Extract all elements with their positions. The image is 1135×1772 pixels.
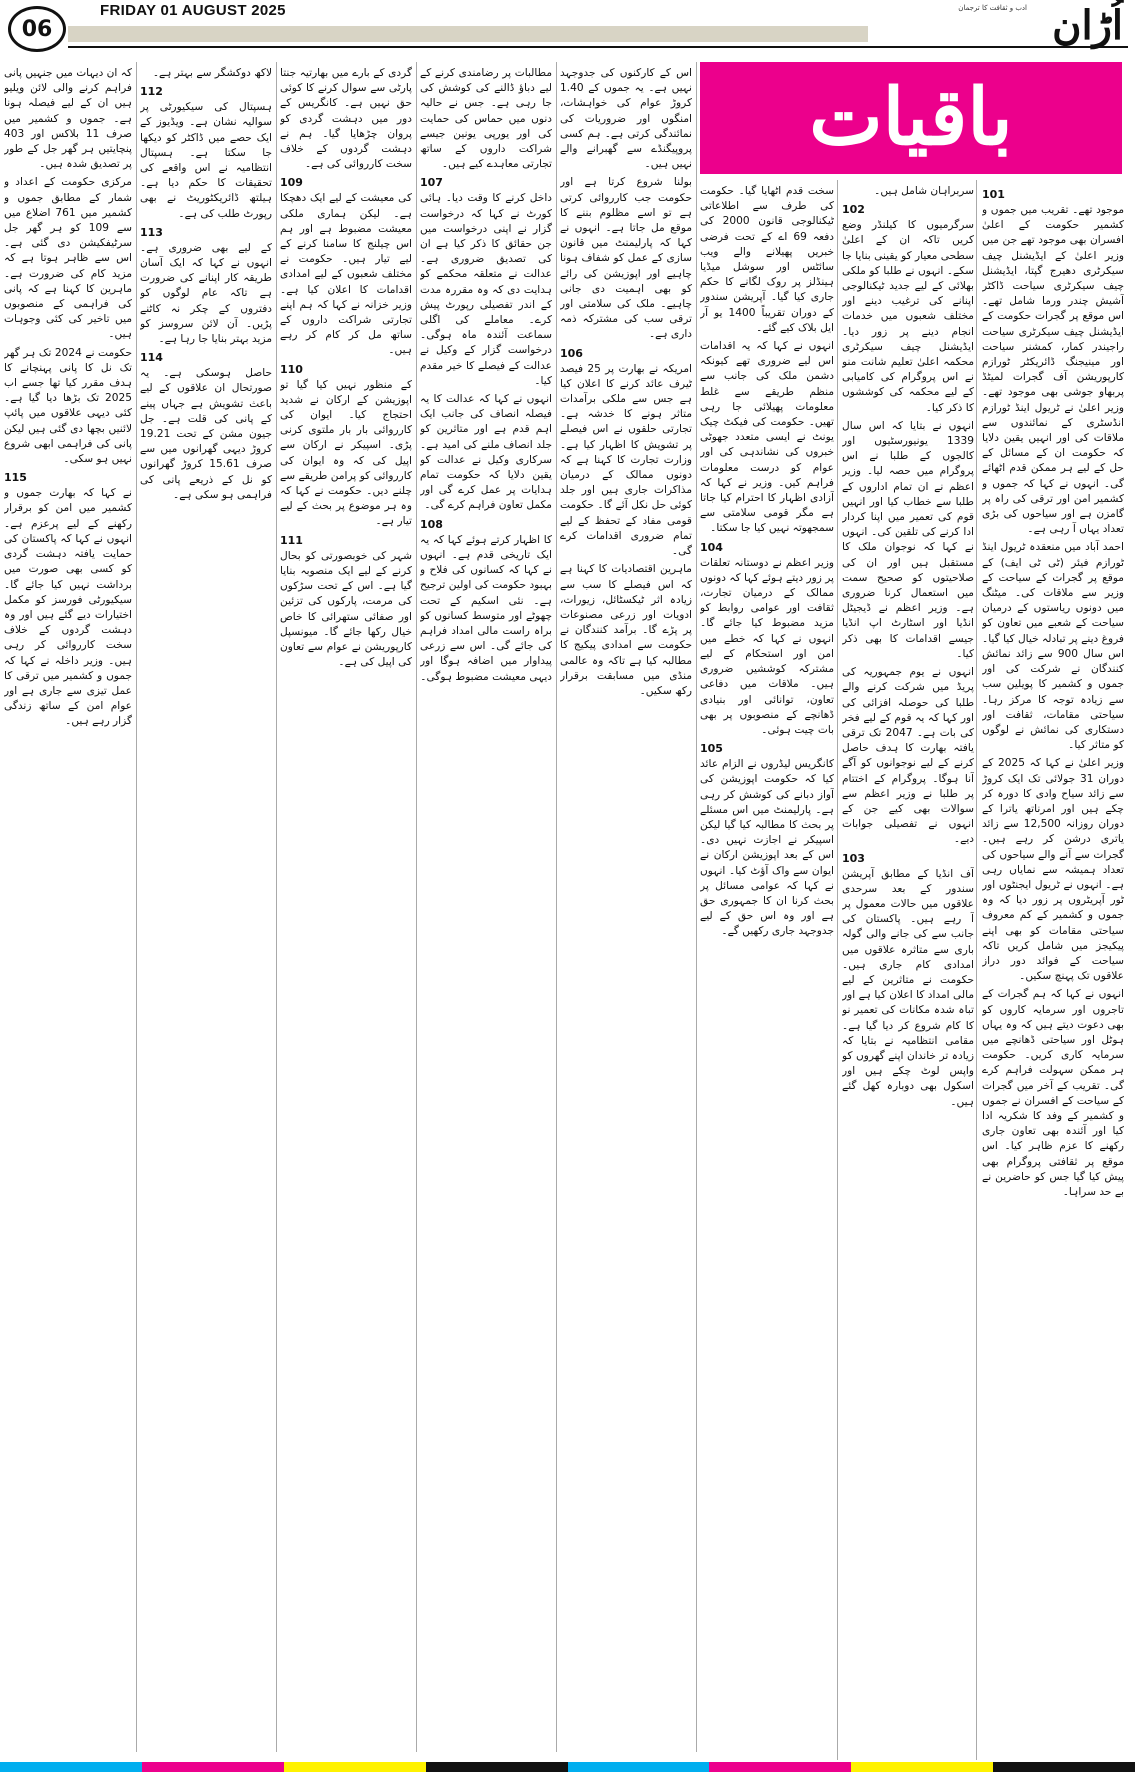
article-paragraph: داخل کرنے کا وقت دیا۔ ہائی کورٹ نے کہا کہ درخواست گزار نے اپنی درخواست میں جن حقائق کا ذکر کیا ہے ان کی تصدیق ضروری ہے۔ عدالت نے متعلقہ محکمے کو ہدایت دی کہ وہ مقررہ مدت کے اندر تفصیلی رپورٹ پیش کرے۔ معاملے کی اگلی سماعت آئندہ ماہ ہوگی۔ درخواست گزار کے وکیل نے عدالت کے فیصلے کا خیر مقدم کیا۔ [420, 192, 552, 387]
registration-swatch [284, 1762, 426, 1772]
header-band [68, 26, 868, 42]
story-number: 114 [140, 351, 163, 365]
registration-swatch [851, 1762, 993, 1772]
column-3 [700, 184, 834, 1756]
article-paragraph: انہوں نے یوم جمہوریہ کی پریڈ میں شرکت کرنے والے طلبا کی حوصلہ افزائی کی اور کہا کہ یہ قوم کے لیے فخر کی بات ہے۔ 2047 تک ترقی یافتہ بھارت کا ہدف حاصل کرنے کے لیے نوجوانوں کو آگے آنا ہوگا۔ پروگرام کے اختتام پر طلبا نے وزیر اعظم سے سوالات بھی کیے جن کے انہوں نے تفصیلی جوابات دیے۔ [842, 666, 974, 846]
article-paragraph: حکومت نے 2024 تک ہر گھر تک نل کا پانی پہنچانے کا ہدف مقرر کیا تھا جسے اب 2025 تک بڑھا دیا گیا ہے۔ کئی دیہی علاقوں میں پائپ لائنیں بچھا دی گئی ہیں لیکن پانی کی فراہمی ابھی شروع نہیں ہو سکی۔ [4, 346, 132, 466]
story-number: 113 [140, 225, 163, 239]
story-number: 111 [280, 533, 303, 547]
column-8 [4, 66, 132, 1756]
column-divider [276, 62, 277, 1752]
story-number: 109 [280, 176, 303, 190]
article-paragraph: شہر کی خوبصورتی کو بحال کرنے کے لیے ایک منصوبہ بنایا گیا ہے۔ اس کے تحت سڑکوں کی مرمت، پارکوں کی تزئین اور صفائی ستھرائی کا خاص خیال رکھا جائے گا۔ میونسپل کارپوریشن نے عوام سے تعاون کی اپیل کی ہے۔ [280, 549, 412, 669]
registration-swatch [0, 1762, 142, 1772]
article-paragraph: کے منظور نہیں کیا گیا تو اپوزیشن کے ارکان نے شدید احتجاج کیا۔ ایوان کی کارروائی بار بار ملتوی کرنی پڑی۔ اسپیکر نے ارکان سے اپیل کی کہ وہ ایوان کی کارروائی کو پرامن طریقے سے چلنے دیں۔ حکومت نے کہا کہ وہ ہر موضوع پر بحث کے لیے تیار ہے۔ [280, 378, 412, 528]
column-divider [696, 62, 697, 1752]
page-number-badge [8, 6, 66, 52]
section-banner [700, 62, 1122, 174]
column-divider [556, 62, 557, 1752]
article-paragraph: احمد آباد میں منعقدہ ٹریول اینڈ ٹورازم فیئر (ٹی ٹی ایف) کے موقع پر گجرات کے سیاحت کے وزیر سے ملاقات کی۔ میٹنگ میں دونوں ریاستوں کے درمیان سیاحت کے شعبے میں تعاون کو فروغ دینے پر تبادلہ خیال کیا گیا۔ اس سال 900 سے زائد نمائش کنندگان نے شرکت کی اور جموں و کشمیر کا پویلین سب سے زیادہ توجہ کا مرکز رہا۔ سیاحتی مقامات، ثقافت اور دستکاری کی نمائش نے لوگوں کو متاثر کیا۔ [982, 541, 1124, 752]
story-number: 110 [280, 362, 303, 376]
article-paragraph: انہوں نے کہا کہ یہ اقدامات اس لیے ضروری تھے کیونکہ دشمن ملک کی جانب سے منظم طریقے سے غلط معلومات پھیلائی جا رہی تھیں۔ حکومت کی فیکٹ چیک یونٹ نے ایسی متعدد جھوٹی خبروں کی نشاندہی کی اور عوام کو درست معلومات فراہم کیں۔ وزیر نے کہا کہ آزادی اظہار کا احترام کیا جاتا ہے مگر قومی سلامتی سے سمجھوتہ نہیں کیا جا سکتا۔ [700, 340, 834, 535]
article-paragraph: کی معیشت کے لیے ایک دھچکا ہے۔ لیکن ہماری ملکی معیشت مضبوط ہے اور ہم اس چیلنج کا سامنا کرنے کے لیے تیار ہیں۔ حکومت نے مختلف شعبوں کے لیے امدادی اقدامات کا اعلان کیا ہے۔ وزیر خزانہ نے کہا کہ ہم اپنے تجارتی شراکت داروں کے ساتھ مل کر کام کر رہے ہیں۔ [280, 192, 412, 357]
article-paragraph: انہوں نے بتایا کہ اس سال 1339 یونیورسٹیوں اور کالجوں کے طلبا نے اس پروگرام میں حصہ لیا۔ وزیر اعظم نے ان تمام اداروں کے طلبا سے خطاب کیا اور انہیں قوم کی تعمیر میں اپنا کردار ادا کرنے کی تلقین کی۔ انہوں نے کہا کہ نوجوان ملک کا مستقبل ہیں اور ان کی صلاحیتوں کو صحیح سمت میں استعمال کرنا ضروری ہے۔ وزیر اعظم نے ڈیجیٹل انڈیا اور اسٹارٹ اپ انڈیا جیسے اقدامات کا بھی ذکر کیا۔ [842, 419, 974, 660]
article-paragraph: کہ ان دیہات میں جنہیں پانی فراہم کرنے والی لائن ویلیو ہیں ان کے لیے فیصلہ ہونا ہے۔ جموں و کشمیر میں صرف 11 بلاکس اور 403 پنچایتیں ہر گھر جل کے طور پر تصدیق شدہ ہیں۔ [4, 67, 132, 171]
issue-date: FRIDAY 01 AUGUST 2025 [100, 2, 286, 19]
article-paragraph: کا اظہار کرتے ہوئے کہا کہ یہ ایک تاریخی قدم ہے۔ انہوں نے کہا کہ کسانوں کی فلاح و بہبود حکومت کی اولین ترجیح ہے۔ نئی اسکیم کے تحت چھوٹے اور متوسط کسانوں کو براہ راست مالی امداد فراہم کی جائے گی۔ اس سے زرعی پیداوار میں اضافہ ہوگا اور دیہی معیشت مضبوط ہوگی۔ [420, 533, 552, 683]
article-paragraph: کے لیے بھی ضروری ہے۔ انہوں نے کہا کہ ایک آسان طریقہ کار اپنانے کی ضرورت ہے تاکہ عام لوگوں کو دفتروں کے چکر نہ کاٹنے پڑیں۔ آن لائن سروسز کو مزید بہتر بنایا جا رہا ہے۔ [140, 241, 272, 346]
article-paragraph: ماہرین اقتصادیات کا کہنا ہے کہ اس فیصلے کا سب سے زیادہ اثر ٹیکسٹائل، زیورات، ادویات اور زرعی مصنوعات پر پڑے گا۔ برآمد کنندگان نے حکومت سے امدادی پیکیج کا مطالبہ کیا ہے تاکہ وہ عالمی منڈی میں مسابقت برقرار رکھ سکیں۔ [560, 563, 692, 697]
article-paragraph: سخت قدم اٹھایا گیا۔ حکومت کی طرف سے اطلاعاتی ٹیکنالوجی قانون 2000 کی دفعہ 69 اے کے تحت فرضی خبریں پھیلانے والے ویب سائٹس اور سوشل میڈیا ہینڈلز پر روک لگانے کا حکم جاری کیا گیا۔ آپریشن سندور کے دوران تقریباً 1400 یو آر ایل بلاک کیے گئے۔ [700, 185, 834, 334]
article-paragraph: مطالبات پر رضامندی کرنے کے لیے دباؤ ڈالنے کی کوشش کی جا رہی ہے۔ جس نے حالیہ دنوں میں حماس کی حمایت کی اور یورپی یونین جیسے شراکت داروں کے ساتھ تجارتی معاہدے کیے ہیں۔ [420, 67, 552, 171]
column-5 [420, 66, 552, 1756]
registration-swatch [709, 1762, 851, 1772]
page-number: 06 [21, 16, 53, 42]
article-paragraph: بولنا شروع کرتا ہے اور حکومت جب کارروائی کرتی ہے تو اسے مظلوم بننے کا موقع مل جاتا ہے۔ انہوں نے کہا کہ پارلیمنٹ میں قانون سازی کے عمل کو شفاف ہونا چاہیے اور اپوزیشن کی رائے کو بھی اہمیت دی جانی چاہیے۔ ملک کی سلامتی اور ترقی سب کی مشترکہ ذمہ داری ہے۔ [560, 176, 692, 341]
column-divider [976, 180, 977, 1760]
registration-swatch [426, 1762, 568, 1772]
article-paragraph: سربراہان شامل ہیں۔ [874, 185, 974, 197]
column-divider [837, 180, 838, 1760]
masthead-tagline: ادب و ثقافت کا ترجمان [958, 4, 1027, 12]
article-paragraph: آف انڈیا کے مطابق آپریشن سندور کے بعد سرحدی علاقوں میں حالات معمول پر آ رہے ہیں۔ پاکستان کی جانب سے کی جانے والی گولہ باری سے متاثرہ علاقوں میں امدادی کام جاری ہیں۔ حکومت نے متاثرین کے لیے مالی امداد کا اعلان کیا ہے اور تباہ شدہ مکانات کی تعمیر نو کا کام شروع کر دیا گیا ہے۔ مقامی انتظامیہ نے بتایا کہ زیادہ تر خاندان اپنے گھروں کو واپس لوٹ چکے ہیں اور اسکول بھی دوبارہ کھل گئے ہیں۔ [842, 867, 974, 1108]
page-header [0, 0, 1135, 62]
article-paragraph: وزیر اعظم نے دوستانہ تعلقات پر زور دیتے ہوئے کہا کہ دونوں ممالک کے درمیان تجارت، ثقافت اور عوامی روابط کو مزید مضبوط کیا جائے گا۔ انہوں نے کہا کہ خطے میں امن اور استحکام کے لیے مشترکہ کوششیں ضروری ہیں۔ ملاقات میں دفاعی تعاون، توانائی اور بنیادی ڈھانچے کے منصوبوں پر بھی بات چیت ہوئی۔ [700, 556, 834, 736]
registration-swatch [568, 1762, 710, 1772]
story-number: 107 [420, 176, 443, 190]
column-7 [140, 66, 272, 1756]
article-paragraph: کانگریس لیڈروں نے الزام عائد کیا کہ حکومت اپوزیشن کی آواز دبانے کی کوشش کر رہی ہے۔ پارلیمنٹ میں اس مسئلے پر بحث کا مطالبہ کیا گیا لیکن اسپیکر نے اجازت نہیں دی۔ اس کے بعد اپوزیشن ارکان نے ایوان سے واک آؤٹ کیا۔ انہوں نے کہا کہ عوامی مسائل پر بحث کرنا ان کا جمہوری حق ہے اور وہ اس حق کے لیے جدوجہد جاری رکھیں گے۔ [700, 758, 834, 938]
column-1 [982, 184, 1124, 1756]
article-paragraph: نے کہا کہ بھارت جموں و کشمیر میں امن کو برقرار رکھنے کے لیے پرعزم ہے۔ انہوں نے کہا کہ پاکستان کی حمایت یافتہ دہشت گردی کو کسی بھی صورت میں برداشت نہیں کیا جائے گا۔ سیکیورٹی فورسز کو مکمل اختیارات دیے گئے ہیں اور وہ دہشت گردوں کے خلاف سخت کارروائی کر رہی ہیں۔ وزیر داخلہ نے کہا کہ جموں و کشمیر میں ترقی کا عمل تیزی سے جاری ہے اور عوام امن کے ساتھ زندگی گزار رہے ہیں۔ [4, 487, 132, 728]
story-number: 102 [842, 203, 865, 217]
article-paragraph: لاکھ دوکشگر سے بہتر ہے۔ [152, 67, 272, 79]
color-registration-bar [0, 1762, 1135, 1772]
article-paragraph: اس کے کارکنوں کی جدوجہد نہیں ہے۔ یہ جموں کے 1.40 کروڑ عوام کی خواہشات، امنگوں اور ضروریات کی نمائندگی کرتی ہے۔ ہم کسی پروپیگنڈے سے گھبرانے والے نہیں ہیں۔ [560, 67, 692, 171]
story-number: 106 [560, 346, 583, 360]
story-number: 108 [420, 517, 443, 531]
article-paragraph: موجود تھے۔ تقریب میں جموں و کشمیر حکومت کے اعلیٰ افسران بھی موجود تھے جن میں وزیر اعلیٰ کے ایڈیشنل چیف سیکرٹری دھیرج گپتا، ایڈیشنل چیف سیکرٹری سیاحت ڈاکٹر آشیش چندر ورما شامل تھے۔ اس موقع پر گجرات حکومت کے ایڈیشنل چیف سیکرٹری سیاحت راجیندر کمار، کمشنر سیاحت اور مینیجنگ ڈائریکٹر ٹورازم کارپوریشن آف گجرات لمیٹڈ پربھاو جوشی بھی موجود تھے۔ وزیر اعلیٰ نے ٹریول اینڈ ٹورازم انڈسٹری کے نمائندوں سے ملاقات کی اور انہیں یقین دلایا کہ حکومت ان کے مسائل کے حل کے لیے ہر ممکن قدم اٹھائے گی۔ انہوں نے کہا کہ جموں و کشمیر امن اور ترقی کی راہ پر گامزن ہے اور سیاحوں کی بڑی تعداد یہاں آ رہی ہے۔ [982, 204, 1124, 536]
article-paragraph: حاصل ہوسکی ہے۔ یہ صورتحال ان علاقوں کے لیے باعث تشویش ہے جہاں پینے کے پانی کی قلت ہے۔ جل جیون مشن کے تحت 19.21 کروڑ دیہی گھرانوں میں سے صرف 15.61 کروڑ گھرانوں کو نل کے ذریعے پانی کی فراہمی ہو سکی ہے۔ [140, 367, 272, 501]
column-divider [136, 62, 137, 1752]
column-2 [842, 184, 974, 1756]
story-number: 105 [700, 742, 723, 756]
article-paragraph: ہسپتال کی سیکیورٹی پر سوالیہ نشان ہے۔ ویڈیوز کے ایک حصے میں ڈاکٹر کو دیکھا جا سکتا ہے۔ ہسپتال انتظامیہ نے اس واقعے کی تحقیقات کا حکم دیا ہے۔ ہیلتھ ڈائریکٹوریٹ نے بھی رپورٹ طلب کی ہے۔ [140, 101, 272, 220]
article-paragraph: انہوں نے کہا کہ ہم گجرات کے تاجروں اور سرمایہ کاروں کو بھی دعوت دیتے ہیں کہ وہ یہاں ہوٹل اور سیاحتی ڈھانچے میں سرمایہ کاری کریں۔ حکومت ہر ممکن سہولت فراہم کرے گی۔ تقریب کے آخر میں گجرات کے سیاحت کے افسران نے جموں و کشمیر کے وفد کا شکریہ ادا کیا اور آئندہ بھی تعاون جاری رکھنے کا عزم ظاہر کیا۔ اس موقع پر ثقافتی پروگرام بھی پیش کیا گیا جس کو حاضرین نے بے حد سراہا۔ [982, 988, 1124, 1198]
article-paragraph: امریکہ نے بھارت پر 25 فیصد ٹیرف عائد کرنے کا اعلان کیا ہے جس سے ملکی برآمدات متاثر ہونے کا خدشہ ہے۔ تجارتی حلقوں نے اس فیصلے پر تشویش کا اظہار کیا ہے۔ وزارت تجارت کا کہنا ہے کہ دونوں ممالک کے درمیان مذاکرات جاری ہیں اور جلد کوئی حل نکل آئے گا۔ حکومت قومی مفاد کے تحفظ کے لیے تمام ضروری اقدامات کرے گی۔ [560, 362, 692, 558]
column-4 [560, 66, 692, 1756]
story-number: 101 [982, 188, 1005, 201]
article-paragraph: وزیر اعلیٰ نے کہا کہ 2025 کے دوران 31 جولائی تک ایک کروڑ سے زائد سیاح وادی کا دورہ کر چکے ہیں اور امرناتھ یاترا کے دوران روزانہ 12,500 سے زائد یاتری درشن کر رہے ہیں۔ گجرات سے آنے والے سیاحوں کی تعداد ہمیشہ سے نمایاں رہی ہے۔ انہوں نے ٹریول ایجنٹوں اور ٹور آپریٹروں پر زور دیا کہ وہ جموں و کشمیر کے کم معروف سیاحتی مقامات کو بھی اپنے پیکیجز میں شامل کریں تاکہ سیاحت کے فوائد دور دراز علاقوں تک پہنچ سکیں۔ [982, 757, 1124, 983]
article-paragraph: مرکزی حکومت کے اعداد و شمار کے مطابق جموں و کشمیر میں 761 اضلاع میں سے 109 کو ہر گھر جل سرٹیفکیشن دی گئی ہے۔ اس سے ظاہر ہوتا ہے کہ مزید کام کی ضرورت ہے۔ ماہرین کا کہنا ہے کہ پانی کی فراہمی کے منصوبوں میں تاخیر کی کئی وجوہات ہیں۔ [4, 176, 132, 341]
article-paragraph: گردی کے بارے میں بھارتیہ جنتا پارٹی سے سوال کرنے کا کوئی حق نہیں ہے۔ کانگریس کے دور میں دہشت گردی کو پروان چڑھایا گیا۔ ہم نے دہشت گردوں کے خلاف سخت کارروائی کی ہے۔ [280, 67, 412, 171]
story-number: 104 [700, 540, 723, 554]
masthead-logo [893, 4, 1123, 52]
story-number: 115 [4, 471, 27, 485]
masthead-name: اُڑان [1052, 2, 1123, 49]
article-paragraph: سرگرمیوں کا کیلنڈر وضع کریں تاکہ ان کے اعلیٰ سطحی معیار کو یقینی بنایا جا سکے۔ انہوں نے طلبا کو ملکی بھلائی کے لیے جدید ٹیکنالوجی اپنانے کی ترغیب دینے اور مختلف شعبوں میں خدمات انجام دینے پر زور دیا۔ ایڈیشنل چیف سیکرٹری محکمہ اعلیٰ تعلیم شانت منو نے اس پروگرام کی کامیابی کے لیے محکمہ کی کوششوں کا ذکر کیا۔ [842, 219, 974, 414]
registration-swatch [142, 1762, 284, 1772]
story-number: 103 [842, 851, 865, 865]
column-6 [280, 66, 412, 1756]
story-number: 112 [140, 85, 163, 99]
section-title: باقیات [809, 72, 1013, 163]
article-paragraph: انہوں نے کہا کہ عدالت کا یہ فیصلہ انصاف کی جانب ایک اہم قدم ہے اور متاثرین کو جلد انصاف ملنے کی امید ہے۔ سرکاری وکیل نے عدالت کو یقین دلایا کہ حکومت تمام ہدایات پر عمل کرے گی اور مکمل تعاون فراہم کرے گی۔ [420, 393, 552, 512]
column-divider [416, 62, 417, 1752]
registration-swatch [993, 1762, 1135, 1772]
